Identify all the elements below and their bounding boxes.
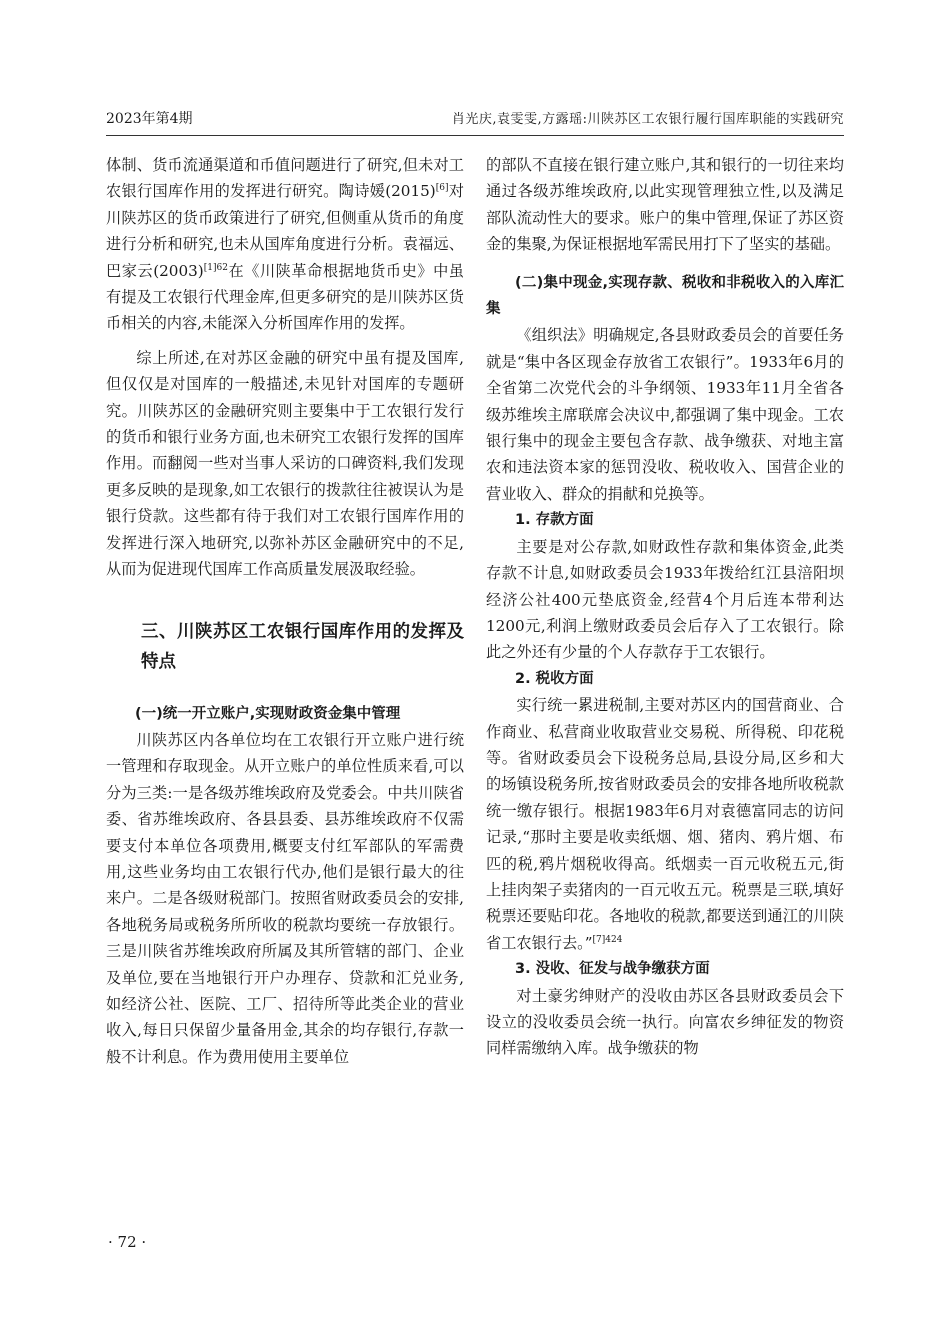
heading-taxes: 2. 税收方面 — [515, 670, 594, 687]
left-column — [106, 152, 464, 1070]
heading-confiscation: 3. 没收、征发与战争缴获方面 — [515, 961, 710, 978]
journal-issue: 2023年第4期 — [106, 111, 193, 127]
paragraph-literature-review — [106, 152, 464, 337]
subsection-title-1: (一)统一开立账户,实现财政资金集中管理 — [135, 705, 401, 722]
citation: [1]62 — [203, 262, 228, 273]
paragraph-accounts-cont: 的部队不直接在银行建立账户,其和银行的一切往来均通过各级苏维埃政府,以此实现管理独立性,以及满足部队流动性大的要求。账户的集中管理,保证了苏区资金的集聚,为保证根据地军需民用打下了坚实的基础。 — [486, 156, 844, 254]
page-number: · 72 · — [108, 1233, 147, 1251]
paragraph-deposits: 主要是对公存款,如财政性存款和集体资金,此类存款不计息,如财政委员会1933年拨给红江县涪阳坝经济公社400元垫底资金,经营4个月后连本带利达1200元,利润上缴财政委员会后存入了工农银行。除此之外还有少量的个人存款存于工农银行。 — [486, 537, 844, 662]
right-column — [486, 152, 844, 1062]
text-span: 在《川陕革命根据地货币史》中虽有提及工农银行代理金库,但更多研究的是川陕苏区货币相关的内容,未能深入分析国库作用的发挥。 — [106, 261, 464, 333]
citation: [7]424 — [592, 934, 623, 945]
paragraph-taxes — [486, 692, 844, 956]
paragraph-summary: 综上所述,在对苏区金融的研究中虽有提及国库,但仅仅是对国库的一般描述,未见针对国库的专题研究。川陕苏区的金融研究则主要集中于工农银行发行的货币和银行业务方面,也未研究工农银行发挥的国库作用。而翻阅一些对当事人采访的口碑资料,我们发现更多反映的是现象,如工农银行的拨款往往被误认为是银行贷款。这些都有待于我们对工农银行国库作用的发挥进行深入地研究,以弥补苏区金融研究中的不足,从而为促进现代国库工作高质量发展汲取经验。 — [106, 348, 464, 579]
citation: [6] — [435, 183, 449, 194]
section-title: 三、川陕苏区工农银行国库作用的发挥及特点 — [141, 621, 464, 672]
paragraph-accounts: 川陕苏区内各单位均在工农银行开立账户进行统一管理和存取现金。从开立账户的单位性质来看,可以分为三类:一是各级苏维埃政府及党委会。中共川陕省委、省苏维埃政府、各县县委、县苏维埃政府不仅需要支付本单位各项费用,概要支付红军部队的军需费用,这些业务均由工农银行代办,他们是银行最大的往来户。二是各级财税部门。按照省财政委员会的安排,各地税务局或税务所所收的税款均要统一存放银行。三是川陕省苏维埃政府所属及其所管辖的部门、企业及单位,要在当地银行开户办理存、贷款和汇兑业务,如经济公社、医院、工厂、招待所等此类企业的营业收入,每日只保留少量备用金,其余的均存银行,存款一般不计利息。作为费用使用主要单位 — [106, 730, 464, 1066]
text-span: 实行统一累进税制,主要对苏区内的国营商业、合作商业、私营商业收取营业交易税、所得税、印花税等。省财政委员会下设税务总局,县设分局,区乡和大的场镇设税务所,按省财政委员会的安排各地所收税款统一缴存银行。根据1983年6月对袁德富同志的访问记录,“那时主要是收卖纸烟、烟、猪肉、鸦片烟、布匹的税,鸦片烟税收得高。纸烟卖一百元收税五元,街上挂肉架子卖猪肉的一百元收五元。税票是三联,填好税票还要贴印花。各地收的税款,都要送到通江的川陕省工农银行去。” — [486, 696, 844, 952]
text-span: 体制、货币流通渠道和币值问题进行了研究,但未对工农银行国库作用的发挥进行研究。陶诗媛(2015) — [106, 156, 464, 201]
paragraph-confiscation: 对土豪劣绅财产的没收由苏区各县财政委员会下设立的没收委员会统一执行。向富农乡绅征发的物资同样需缴纳入库。战争缴获的物 — [486, 986, 844, 1058]
running-title: 肖光庆,袁雯雯,方露瑶:川陕苏区工农银行履行国库职能的实践研究 — [451, 112, 844, 127]
subsection-title-2: (二)集中现金,实现存款、税收和非税收入的入库汇集 — [486, 274, 844, 318]
text-span: 对川陕苏区的货币政策进行了研究,但侧重从货币的角度进行分析和研究,也未从国库角度进行分析。袁福远、巴家云(2003) — [106, 182, 464, 280]
header-divider — [106, 135, 844, 136]
paragraph-cash-concentration: 《组织法》明确规定,各县财政委员会的首要任务就是“集中各区现金存放省工农银行”。1933年6月的全省第二次党代会的斗争纲领、1933年11月全省各级苏维埃主席联席会决议中,都强调了集中现金。工农银行集中的现金主要包含存款、战争缴获、对地主富农和违法资本家的惩罚没收、税收收入、国营企业的营业收入、群众的捐献和兑换等。 — [486, 326, 844, 503]
heading-deposits: 1. 存款方面 — [515, 512, 594, 529]
